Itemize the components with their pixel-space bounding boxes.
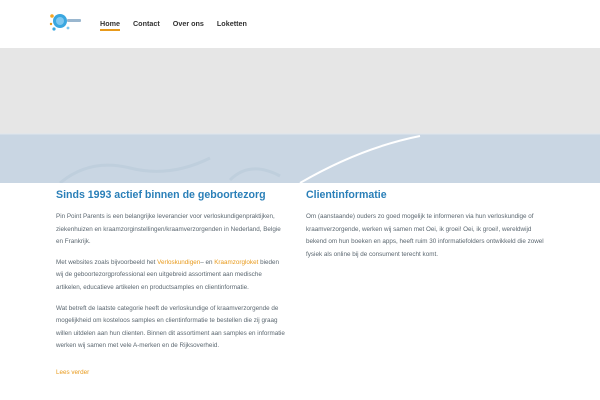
hero-banner <box>0 48 600 183</box>
intro-paragraph-2 <box>56 257 288 295</box>
site-header <box>0 0 600 48</box>
verloskundigenloket-link[interactable]: Verloskundigen <box>157 258 201 266</box>
intro-column <box>56 189 288 379</box>
kraamzorgloket-link[interactable]: Kraamzorgloket <box>214 258 259 266</box>
intro-heading: Sinds 1993 actief binnen de geboortezorg <box>56 189 266 201</box>
clientinfo-paragraph: Om (aanstaande) ouders zo goed mogelijk te informeren via hun verloskundige of kraamverzorgende, werken wij samen met Oei, ik groei! Oei, ik groei!, wereldwijd bekend om hun boeken en apps, heeft ruim 30 informatiefolders ontwikkeld die zowel fysiek als online bij de consument terecht komt. <box>306 213 544 258</box>
read-more-link[interactable]: Lees verder <box>56 368 90 376</box>
intro-paragraph-3: Wat betreft de laatste categorie heeft de verloskundige of kraamverzorgende de mogelijkheid om kosteloos samples en clientinformatie te bestellen die zij graag willen uitdelen aan hun clienten. Binnen dit assortiment aan samples en informatie werken wij samen met vele A-merken en de Rijksoverheid. <box>56 304 285 350</box>
clientinfo-column <box>306 189 546 269</box>
intro-text-b: – en <box>200 258 215 266</box>
nav-item-loketten[interactable]: Loketten <box>216 19 247 28</box>
intro-paragraph-1: Pin Point Parents is een belangrijke leverancier voor verloskundigenpraktijken, ziekenhuizen en kraamzorginstellingen/kraamverzorgenden in Nederland, Belgie en Frankrijk. <box>56 213 281 246</box>
hero-graphic <box>0 48 600 183</box>
nav-item-over-ons[interactable]: Over ons <box>172 19 204 28</box>
intro-text-c: bieden wij de geboortezorgprofessional een uitgebreid assortiment aan medische artikelen, educatieve artikelen en productsamples en clientinformatie. <box>56 258 280 291</box>
nav-item-home[interactable]: Home <box>100 19 120 31</box>
site-logo[interactable] <box>48 10 82 34</box>
clientinfo-heading: Clientinformatie <box>306 189 387 201</box>
intro-text-a: Met websites zoals bijvoorbeeld het <box>56 258 158 266</box>
main-nav <box>100 19 260 31</box>
nav-item-contact[interactable]: Contact <box>132 19 160 28</box>
